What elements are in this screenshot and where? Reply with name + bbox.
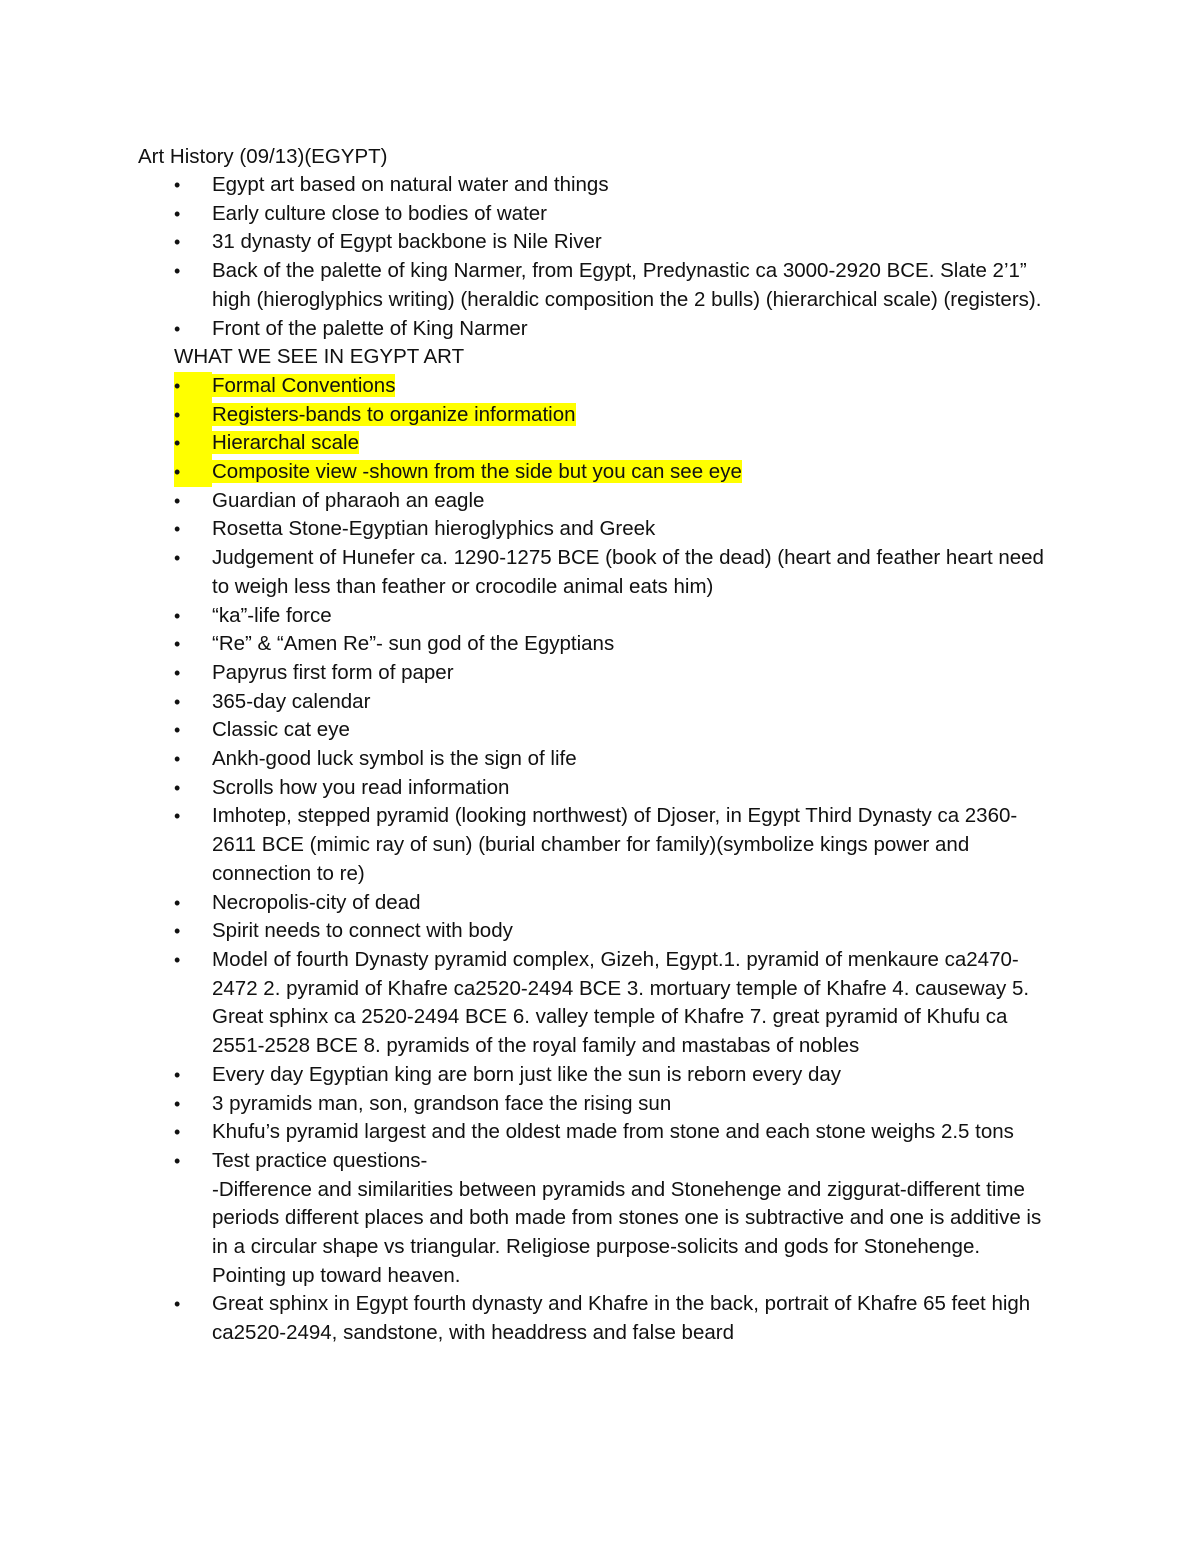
list-item — [174, 1061, 1050, 1090]
list-item — [174, 1090, 1050, 1119]
list-item — [174, 200, 1050, 229]
list-item — [174, 802, 1050, 888]
list-item — [174, 228, 1050, 257]
list-item — [174, 257, 1050, 314]
list-item-text: Khufu’s pyramid largest and the oldest made from stone and each stone weighs 2.5 tons — [212, 1120, 1014, 1144]
list-item-text: Model of fourth Dynasty pyramid complex, Gizeh, Egypt.1. pyramid of menkaure ca2470-2472 2. pyramid of Khafre ca2520-2494 BCE 3. mortuary temple of Khafre 4. causeway 5. Great sphinx ca 2520-2494 BCE 6. valley temple of Khafre 7. great pyramid of Khufu ca 2551-2528 BCE 8. pyramids of the royal family and mastabas of nobles — [212, 947, 1030, 1058]
bullet-icon: • — [174, 318, 181, 339]
list-item-text: Ankh-good luck symbol is the sign of life — [212, 747, 577, 771]
bullet-icon: • — [174, 634, 181, 655]
list-item — [174, 745, 1050, 774]
list-item-text: Great sphinx in Egypt fourth dynasty and Khafre in the back, portrait of Khafre 65 feet high ca2520-2494, sandstone, with headdress and false beard — [212, 1292, 1031, 1345]
highlighted-list-item — [174, 401, 1050, 430]
highlighted-text: Formal Conventions — [212, 373, 396, 397]
bullet-icon: • — [174, 921, 181, 942]
list-item — [174, 917, 1050, 946]
list-item — [174, 688, 1050, 717]
list-item — [174, 315, 1050, 344]
list-item — [174, 716, 1050, 745]
list-item — [174, 515, 1050, 544]
bullet-icon: • — [174, 519, 181, 540]
list-item — [174, 544, 1050, 601]
bullet-icon: • — [174, 749, 181, 770]
list-item-text: “ka”-life force — [212, 603, 332, 627]
bullet-list-intro — [138, 171, 1050, 343]
list-item — [174, 659, 1050, 688]
list-item-text: Classic cat eye — [212, 718, 350, 742]
bullet-icon: • — [174, 203, 181, 224]
bullet-icon: • — [174, 1294, 181, 1315]
bullet-icon: • — [174, 261, 181, 282]
bullet-icon: • — [174, 806, 181, 827]
list-item — [174, 630, 1050, 659]
bullet-icon: • — [174, 777, 181, 798]
list-item-text: 3 pyramids man, son, grandson face the rising sun — [212, 1091, 672, 1115]
list-item-test-questions — [174, 1147, 1050, 1291]
list-item-text: Judgement of Hunefer ca. 1290-1275 BCE (book of the dead) (heart and feather heart need to weigh less than feather or crocodile animal eats him) — [212, 546, 1044, 598]
highlighted-text: Registers-bands to organize information — [212, 402, 576, 426]
list-item-text: Scrolls how you read information — [212, 775, 510, 799]
test-questions-label: Test practice questions- — [212, 1148, 428, 1172]
bullet-icon: • — [174, 691, 181, 712]
bullet-icon: • — [174, 1064, 181, 1085]
highlighted-list-item — [174, 372, 1050, 401]
bullet-icon: • — [174, 175, 181, 195]
section-heading: WHAT WE SEE IN EGYPT ART — [174, 345, 465, 369]
list-item-text: “Re” & “Amen Re”- sun god of the Egyptians — [212, 632, 615, 656]
list-item-text: Early culture close to bodies of water — [212, 201, 547, 225]
bullet-icon: • — [174, 401, 212, 430]
list-item — [174, 889, 1050, 918]
list-item-text: Egypt art based on natural water and things — [212, 173, 609, 196]
bullet-icon: • — [174, 1150, 181, 1171]
list-item — [174, 602, 1050, 631]
list-item-text: 365-day calendar — [212, 689, 371, 713]
bullet-icon: • — [174, 1122, 181, 1143]
list-item-text: Necropolis-city of dead — [212, 890, 421, 914]
list-item-text: Front of the palette of King Narmer — [212, 316, 528, 340]
list-item-text: Rosetta Stone-Egyptian hieroglyphics and Greek — [212, 517, 656, 541]
highlighted-text: Composite view -shown from the side but you can see eye — [212, 460, 742, 484]
bullet-list-highlighted — [138, 372, 1050, 487]
list-item-text: Spirit needs to connect with body — [212, 919, 513, 943]
list-item — [174, 171, 1050, 200]
list-item-text: Every day Egyptian king are born just like the sun is reborn every day — [212, 1062, 841, 1086]
bullet-icon: • — [174, 662, 181, 683]
bullet-icon: • — [174, 232, 181, 253]
list-item-text: Back of the palette of king Narmer, from Egypt, Predynastic ca 3000-2920 BCE. Slate 2’1” high (hieroglyphics writing) (heraldic composition the 2 bulls) (hierarchical scale) (registers). — [212, 259, 1042, 311]
bullet-icon: • — [174, 429, 212, 458]
list-item — [174, 1118, 1050, 1147]
bullet-list-main — [138, 487, 1050, 1348]
list-item-text: Papyrus first form of paper — [212, 660, 454, 684]
bullet-icon: • — [174, 605, 181, 626]
list-item-text: 31 dynasty of Egypt backbone is Nile River — [212, 230, 602, 254]
list-item-text: Imhotep, stepped pyramid (looking northwest) of Djoser, in Egypt Third Dynasty ca 2360-2611 BCE (mimic ray of sun) (burial chamber for family)(symbolize kings power and connection to re) — [212, 804, 1018, 885]
bullet-icon: • — [174, 1093, 181, 1114]
list-item — [174, 774, 1050, 803]
bullet-icon: • — [174, 490, 181, 511]
document-title: Art History (09/13)(EGYPT) — [138, 145, 388, 168]
highlighted-list-item — [174, 458, 1050, 487]
list-item — [174, 1290, 1050, 1347]
list-item — [174, 946, 1050, 1061]
highlighted-text: Hierarchal scale — [212, 431, 359, 455]
bullet-icon: • — [174, 892, 181, 913]
highlighted-list-item — [174, 429, 1050, 458]
bullet-icon: • — [174, 372, 212, 401]
list-item — [174, 487, 1050, 516]
bullet-icon: • — [174, 548, 181, 569]
bullet-icon: • — [174, 949, 181, 970]
list-item-text: Guardian of pharaoh an eagle — [212, 488, 485, 512]
bullet-icon: • — [174, 458, 212, 487]
bullet-icon: • — [174, 720, 181, 741]
test-questions-answer: -Difference and similarities between pyramids and Stonehenge and ziggurat-different time periods different places and both made from stones one is subtractive and one is additive is in a circular shape vs triangular. Religiose purpose-solicits and gods for Stonehenge. Pointing up toward heaven. — [212, 1177, 1042, 1287]
